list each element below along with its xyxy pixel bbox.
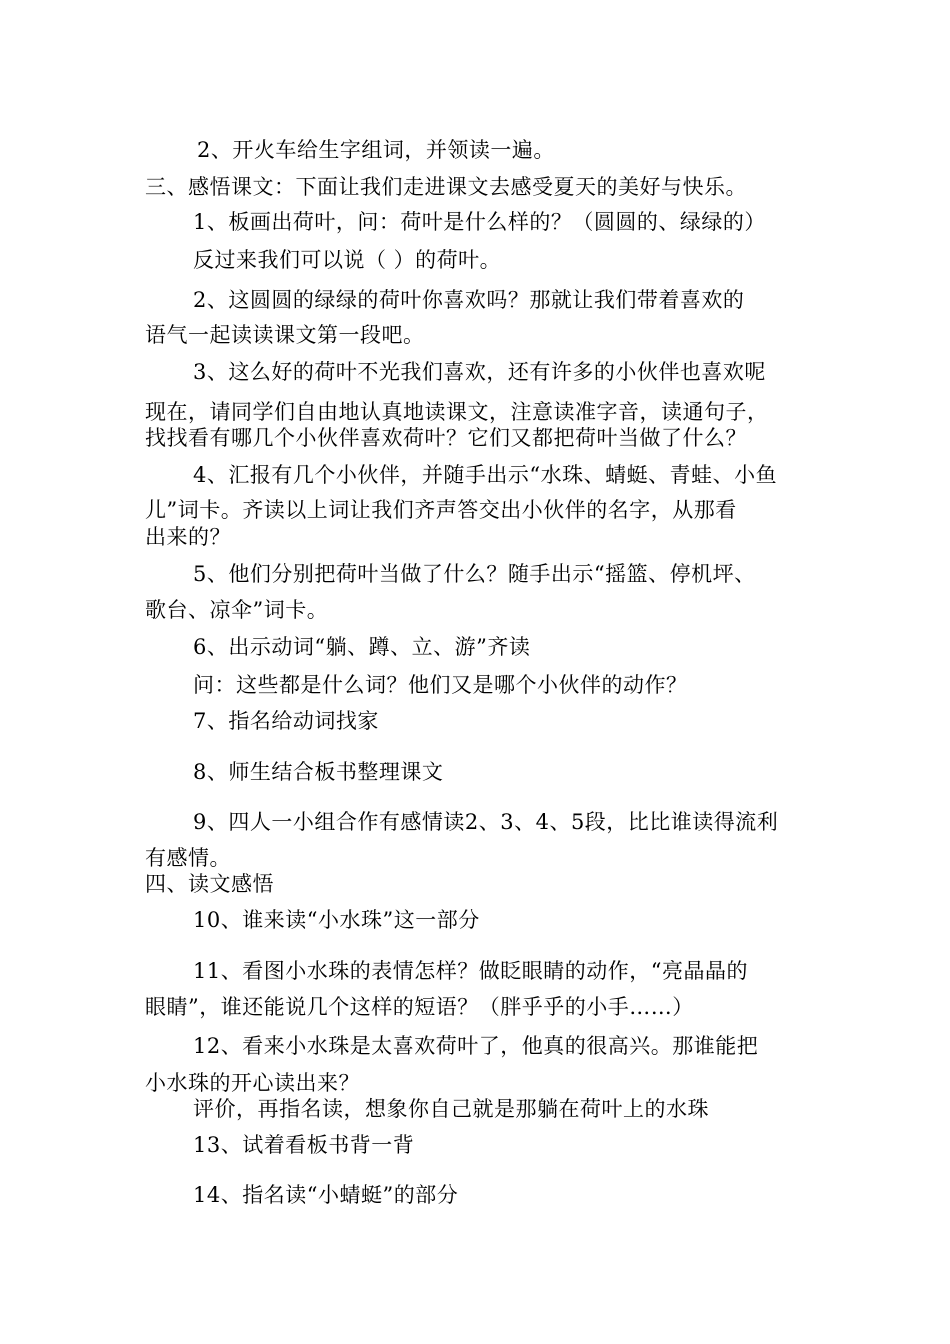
step-line: 12、看来小水珠是太喜欢荷叶了，他真的很高兴。那谁能把 [193, 1034, 759, 1058]
body-line: 现在，请同学们自由地认真地读课文，注意读准字音，读通句子， [145, 400, 769, 424]
body-line: 语气一起读读课文第一段吧。 [145, 323, 425, 347]
step-line: 5、他们分别把荷叶当做了什么？随手出示“摇篮、停机坪、 [193, 562, 756, 586]
body-line: 评价，再指名读，想象你自己就是那躺在荷叶上的水珠 [193, 1097, 709, 1121]
step-line: 8、师生结合板书整理课文 [193, 760, 444, 784]
step-line: 4、汇报有几个小伙伴，并随手出示“水珠、蜻蜓、青蛙、小鱼 [193, 463, 778, 487]
step-line: 9、四人一小组合作有感情读2、3、4、5段，比比谁读得流利 [193, 810, 779, 834]
body-line: 找找看有哪几个小伙伴喜欢荷叶？它们又都把荷叶当做了什么？ [145, 426, 747, 450]
body-line: 儿”词卡。齐读以上词让我们齐声答交出小伙伴的名字，从那看 [145, 498, 737, 522]
body-line: 眼睛”，谁还能说几个这样的短语？（胖乎乎的小手……） [145, 995, 694, 1019]
step-line: 7、指名给动词找家 [193, 709, 379, 733]
body-line: 出来的？ [145, 525, 231, 549]
body-line: 反过来我们可以说（ ）的荷叶。 [193, 248, 502, 272]
body-line: 歌台、凉伞”词卡。 [145, 598, 329, 622]
step-line: 6、出示动词“躺、蹲、立、游”齐读 [193, 635, 531, 659]
step-line: 11、看图小水珠的表情怎样？做眨眼睛的动作，“亮晶晶的 [193, 959, 748, 983]
body-line: 问：这些都是什么词？他们又是哪个小伙伴的动作？ [193, 673, 688, 697]
step-line: 2、开火车给生字组词，并领读一遍。 [197, 138, 555, 162]
step-line: 2、这圆圆的绿绿的荷叶你喜欢吗？那就让我们带着喜欢的 [193, 288, 745, 312]
body-line: 有感情。 [145, 846, 231, 870]
step-line: 3、这么好的荷叶不光我们喜欢，还有许多的小伙伴也喜欢呢 [193, 360, 766, 384]
section-heading: 三、感悟课文：下面让我们走进课文去感受夏天的美好与快乐。 [145, 175, 747, 199]
step-line: 13、试着看板书背一背 [193, 1133, 415, 1157]
body-line: 小水珠的开心读出来？ [145, 1071, 360, 1095]
step-line: 1、板画出荷叶，问：荷叶是什么样的？（圆圆的、绿绿的） [193, 210, 766, 234]
step-line: 10、谁来读“小水珠”这一部分 [193, 908, 480, 932]
section-heading: 四、读文感悟 [145, 872, 274, 896]
step-line: 14、指名读“小蜻蜓”的部分 [193, 1183, 459, 1207]
